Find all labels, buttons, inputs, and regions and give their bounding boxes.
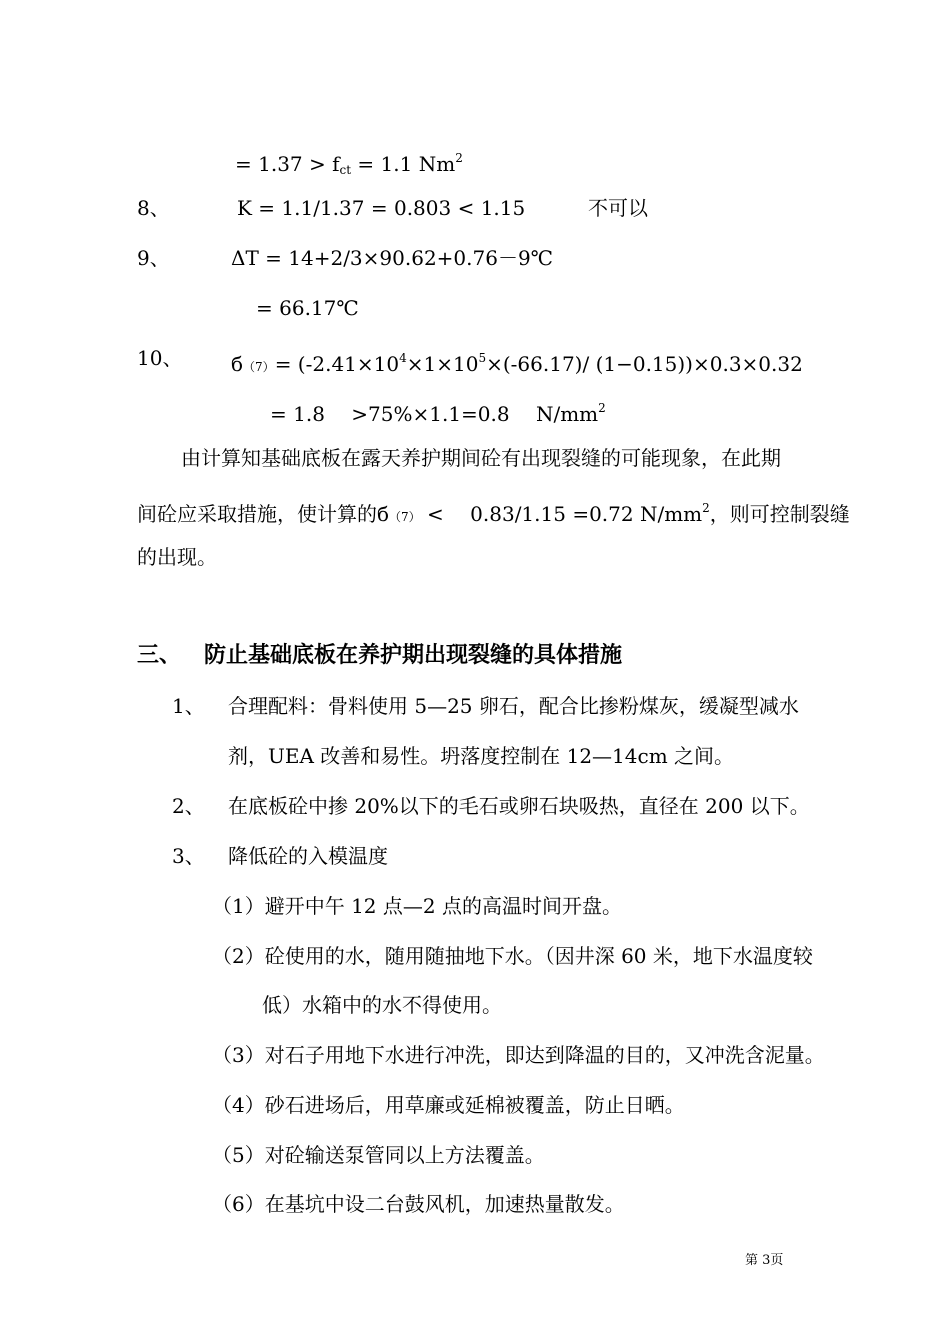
- section-3-number: 三、: [137, 643, 182, 668]
- measure-3-number: 3、: [172, 844, 205, 868]
- sub-measure-1: （1）避开中午 12 点—2 点的高温时间开盘。: [212, 894, 622, 918]
- conclusion-line-3: 的出现。: [137, 545, 217, 569]
- measure-1-text: 合理配料：骨料使用 5—25 卵石，配合比掺粉煤灰，缓凝型减水: [228, 694, 799, 718]
- item-8-note: 不可以: [588, 196, 648, 220]
- measure-2-number: 2、: [172, 794, 205, 818]
- measure-2-text: 在底板砼中掺 20%以下的毛石或卵石块吸热，直径在 200 以下。: [228, 794, 810, 818]
- item-9-formula: ΔT = 14+2/3×90.62+0.76－9℃: [231, 246, 554, 270]
- calc-line-1: = $1.37 > f_{ct} = 1.1$ Nm$^2$: [235, 151, 463, 177]
- sub-measure-2: （2）砼使用的水，随用随抽地下水。（因井深 60 米，地下水温度较: [212, 944, 813, 968]
- item-9-number: 9、: [137, 246, 170, 270]
- sub-measure-6: （6）在基坑中设二台鼓风机，加速热量散发。: [212, 1192, 625, 1216]
- sub-measure-2-cont: 低）水箱中的水不得使用。: [262, 993, 502, 1017]
- conclusion-line-2: 间砼应采取措施，使计算的б（7） < 0.83/1.15 =0.72 $N/mm^2$，则可控制裂缝: [137, 501, 850, 526]
- section-3-title: 防止基础底板在养护期出现裂缝的具体措施: [204, 643, 623, 668]
- item-10-result: = 1.8 >75%×1.1=0.8 $N/mm^2$: [270, 401, 606, 426]
- item-9-result: = 66.17℃: [256, 296, 359, 320]
- page-number: 第 3页: [745, 1253, 784, 1268]
- item-10-number: 10、: [137, 346, 183, 370]
- measure-1-text-cont: 剂，UEA 改善和易性。坍落度控制在 12—14cm 之间。: [228, 744, 735, 768]
- sub-measure-4: （4）砂石进场后，用草廉或延棉被覆盖，防止日晒。: [212, 1093, 685, 1117]
- measure-3-text: 降低砼的入模温度: [228, 844, 388, 868]
- item-10-formula: $б(7)= (-2.41\times 10^4\times 1\times 10^5\times(-66.17)/$ (1−0.15))×0.3×0.32: [231, 351, 803, 376]
- measure-1-number: 1、: [172, 694, 205, 718]
- sub-measure-3: （3）对石子用地下水进行冲洗，即达到降温的目的，又冲洗含泥量。: [212, 1043, 825, 1067]
- sub-measure-5: （5）对砼输送泵管同以上方法覆盖。: [212, 1143, 545, 1167]
- conclusion-line-1: 由计算知基础底板在露天养护期间砼有出现裂缝的可能现象，在此期: [181, 446, 781, 470]
- item-8-number: 8、: [137, 196, 170, 220]
- item-8-formula: K = 1.1/1.37 = 0.803 < 1.15: [237, 196, 526, 220]
